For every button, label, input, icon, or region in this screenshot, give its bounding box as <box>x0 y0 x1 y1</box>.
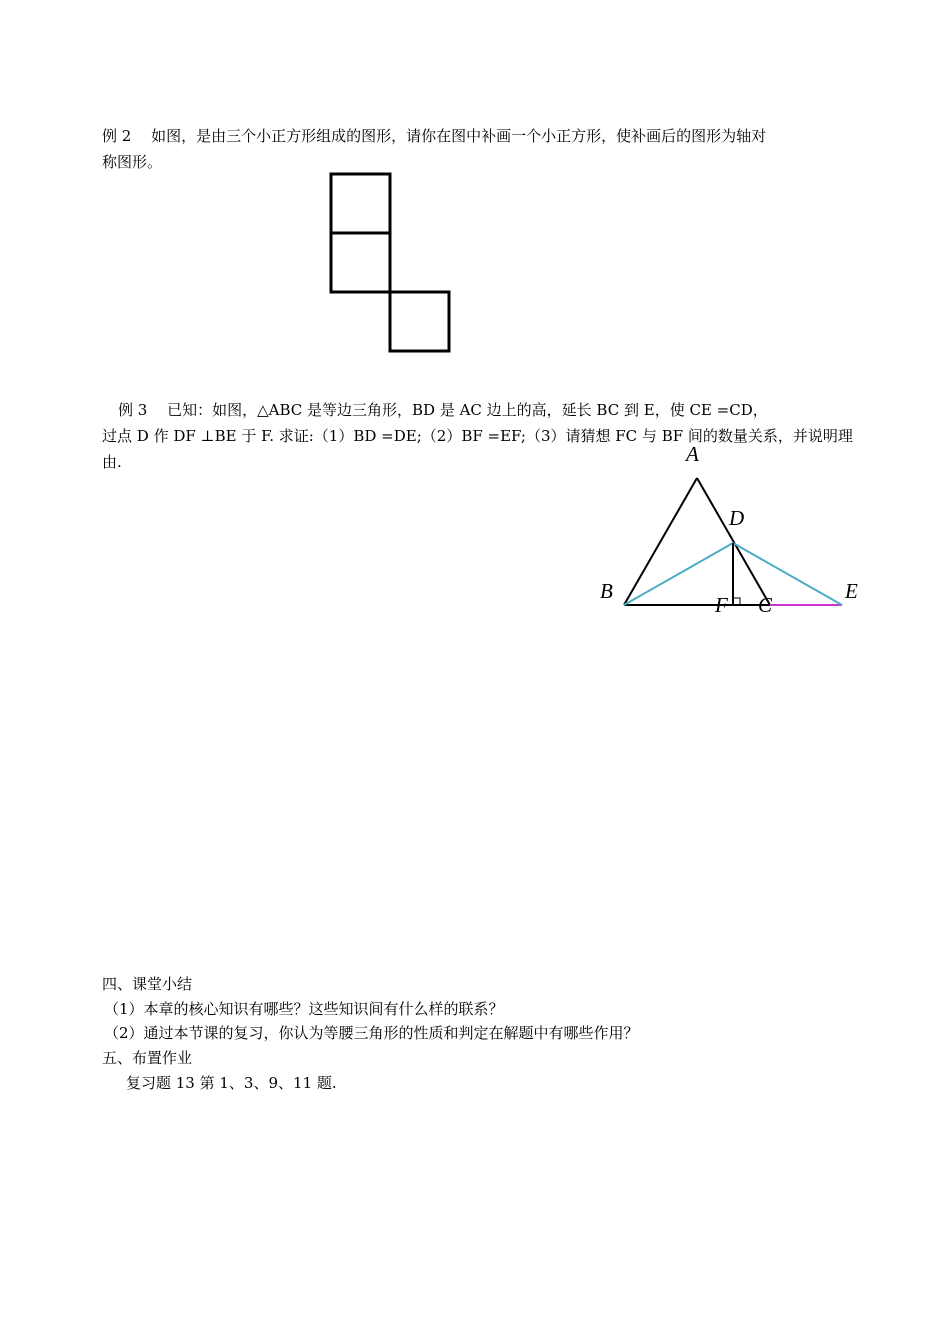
summary-question-2: （2）通过本节课的复习，你认为等腰三角形的性质和判定在解题中有哪些作用？ <box>104 1024 639 1042</box>
summary-heading: 四、课堂小结 <box>102 975 193 993</box>
triangle-figure <box>0 0 950 650</box>
segment-de <box>733 543 842 605</box>
label-b: B <box>600 579 613 603</box>
label-a: A <box>686 442 699 466</box>
example3-text-line3: 由. <box>102 453 122 471</box>
right-angle-mark <box>733 598 740 605</box>
example3-text-line1: 例 3 已知：如图，△ABC 是等边三角形，BD 是 AC 边上的高，延长 BC 到 E，使 CE =CD， <box>118 401 768 419</box>
example3-text-line2: 过点 D 作 DF ⊥BE 于 F. 求证:（1）BD =DE;（2）BF =EF;（3）请猜想 FC 与 BF 间的数量关系，并说明理 <box>102 427 853 445</box>
label-d: D <box>729 506 745 530</box>
summary-question-1: （1）本章的核心知识有哪些？这些知识间有什么样的联系？ <box>104 1000 504 1018</box>
label-f: F <box>715 593 728 617</box>
example2-text-line2: 称图形。 <box>102 153 163 171</box>
homework-heading: 五、布置作业 <box>102 1049 193 1067</box>
label-c: C <box>758 593 773 617</box>
label-e: E <box>845 579 858 603</box>
homework-text: 复习题 13 第 1、3、9、11 题. <box>126 1074 337 1092</box>
example2-text-line1: 例 2 如图，是由三个小正方形组成的图形，请你在图中补画一个小正方形，使补画后的图形为轴对 <box>102 127 767 145</box>
segment-ab <box>624 478 697 605</box>
